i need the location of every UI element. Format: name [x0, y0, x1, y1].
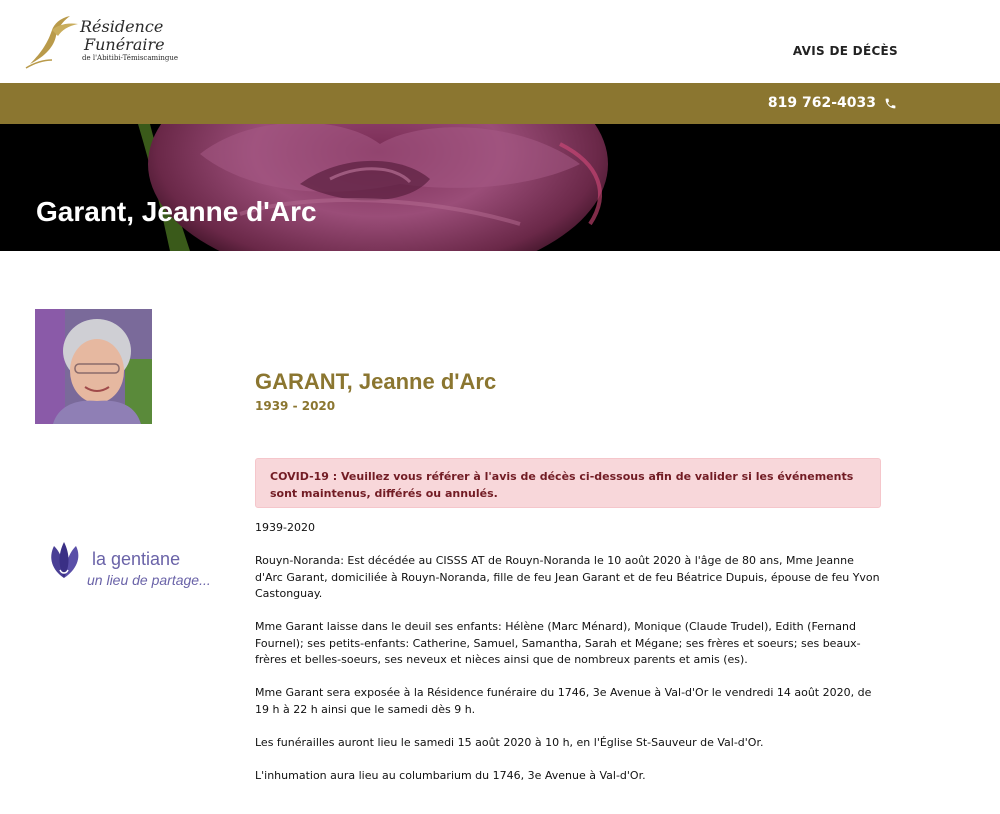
phone-link[interactable]: [768, 95, 897, 111]
partner-slogan: un lieu de partage...: [87, 572, 211, 588]
obituary-text: [255, 520, 881, 801]
obituary-paragraph: Rouyn-Noranda: Est décédée au CISSS AT de Rouyn-Noranda le 10 août 2020 à l'âge de 80 ans, Mme Jeanne d'Arc Garant, domiciliée à Rouyn-Noranda, fille de feu Jean Garant et de feu Béatrice Dupuis, épouse de feu Yvon Castonguay.: [255, 554, 880, 600]
covid-alert: COVID-19 : Veuillez vous référer à l'avis de décès ci-dessous afin de valider si les événements sont maintenus, différés ou annulés.: [255, 458, 881, 508]
partner-gentiane-link[interactable]: [44, 538, 214, 594]
gentian-flower-icon: [44, 540, 86, 582]
dove-logo-icon: [22, 12, 82, 70]
site-logo[interactable]: [22, 12, 182, 72]
logo-line-1: Résidence: [80, 17, 164, 36]
phone-number: 819 762-4033: [767, 95, 876, 111]
obituary-name: GARANT, Jeanne d'Arc: [255, 369, 497, 394]
obituary-paragraph: Les funérailles auront lieu le samedi 15 août 2020 à 10 h, en l'Église St-Sauveur de Val-d'Or.: [255, 735, 764, 749]
obituary-paragraph: Mme Garant laisse dans le deuil ses enfants: Hélène (Marc Ménard), Monique (Claude Trudel), Edith (Fernand Fournel); ses petits-enfants: Catherine, Samuel, Samantha, Sarah et Mégane; ses frères et soeurs; ses beaux-frères et belles-soeurs, ses neveux et nièces ainsi que de nombreux parents et amis (es).: [255, 620, 861, 666]
obituary-paragraph: L'inhumation aura lieu au columbarium du 1746, 3e Avenue à Val-d'Or.: [255, 768, 646, 782]
hero-title: Garant, Jeanne d'Arc: [36, 196, 317, 227]
deceased-portrait: [35, 309, 152, 424]
logo-line-2: Funéraire: [84, 35, 165, 54]
obituary-paragraph: Mme Garant sera exposée à la Résidence funéraire du 1746, 3e Avenue à Val-d'Or le vendredi 14 août 2020, de 19 h à 22 h ainsi que le samedi dès 9 h.: [255, 686, 872, 716]
hero-banner: [0, 124, 1000, 251]
partner-name: la gentiane: [92, 549, 181, 569]
portrait-photo: [35, 309, 152, 424]
obituary-years: 1939 - 2020: [255, 399, 336, 413]
nav-avis-deces[interactable]: AVIS DE DÉCÈS: [792, 44, 898, 58]
obituary-paragraph: 1939-2020: [255, 521, 315, 534]
logo-line-3: de l'Abitibi-Témiscamingue: [82, 54, 179, 62]
site-header: [0, 0, 1000, 83]
phone-icon: [884, 97, 897, 110]
logo-text: [80, 18, 178, 63]
contact-bar: [0, 83, 1000, 124]
rose-image: [0, 124, 1000, 251]
obituary-heading: [255, 367, 881, 413]
